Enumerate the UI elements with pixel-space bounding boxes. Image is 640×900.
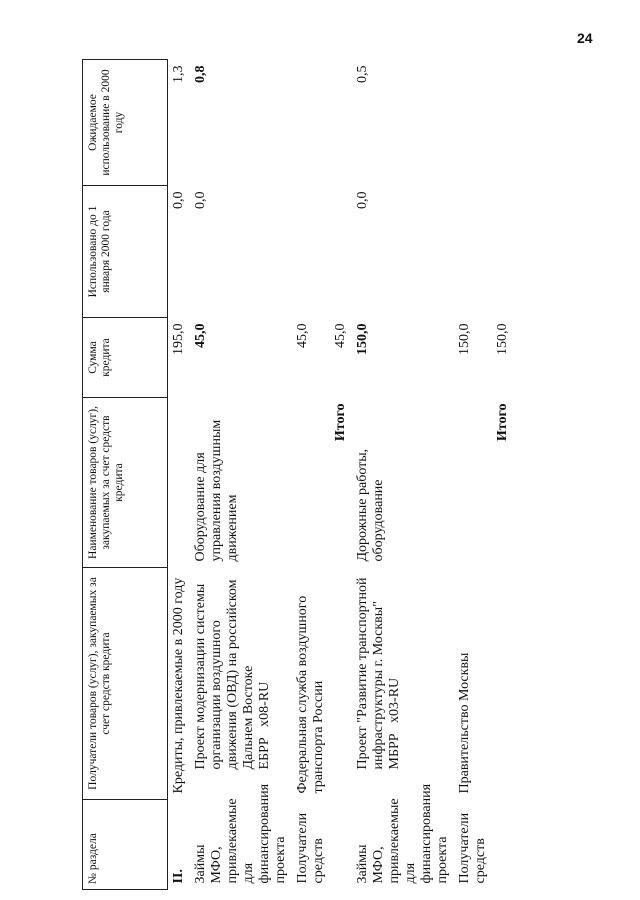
rotated-table-container — [82, 60, 602, 890]
section-used: 0,0 — [171, 191, 186, 209]
recipients-label: Получатели средств — [457, 812, 488, 884]
section-amount: 195,0 — [171, 323, 186, 355]
recipient-name: Правительство Москвы — [457, 652, 472, 794]
project-loan: МБРР x03-RU — [387, 677, 402, 770]
project-goods: Оборудование для управления воздушным движением — [193, 419, 240, 562]
project-label: Займы МФО, привлекаемые для финансирования проекта — [193, 783, 288, 884]
header-goods: Наименование товаров (услуг), закупаемых за счет средств кредита — [83, 398, 168, 568]
project-name: Проект модернизации системы организации воздушного движения (ОВД) на российском Дальнем Востоке — [193, 579, 256, 770]
project-goods: Дорожные работы, оборудование — [355, 448, 386, 562]
project-used: 0,0 — [355, 191, 370, 209]
total-amount: 150,0 — [495, 323, 510, 355]
header-expected-2000: Ожидаемое использование в 2000 году — [83, 60, 168, 186]
total-label: Итого — [333, 403, 348, 442]
project-amount: 45,0 — [193, 323, 208, 348]
total-row — [492, 60, 514, 890]
section-number: II. — [171, 869, 186, 884]
section-title: Кредиты, привлекаемые в 2000 году — [171, 577, 186, 794]
section-row — [168, 60, 191, 890]
total-amount: 45,0 — [333, 323, 348, 348]
recipient-name: Федеральная служба воздушного транспорта России — [295, 595, 326, 794]
header-recipients: Получатели товаров (услуг), закупаемых за счет средств кредита — [83, 568, 168, 800]
project-used: 0,0 — [193, 191, 208, 209]
project-name: Проект "Развитие транспортной инфраструктуры г. Москвы" — [355, 577, 386, 770]
project-name-cell — [190, 568, 292, 800]
table-header-row — [83, 60, 168, 890]
project-expected: 0,8 — [193, 65, 208, 83]
header-used-by-2000: Использовано до 1 января 2000 года — [83, 186, 168, 318]
project-name-cell — [352, 568, 454, 800]
project-amount: 150,0 — [355, 323, 370, 355]
header-section-no: № раздела — [83, 800, 168, 890]
project-row — [190, 60, 292, 890]
recipients-label: Получатели средств — [295, 812, 326, 884]
project-row — [352, 60, 454, 890]
recipient-amount: 45,0 — [295, 323, 310, 348]
recipient-amount: 150,0 — [457, 323, 472, 355]
section-expected: 1,3 — [171, 65, 186, 83]
total-row — [330, 60, 352, 890]
page-number: 24 — [577, 30, 593, 46]
project-loan: ЕБРР x08-RU — [257, 681, 272, 770]
total-label: Итого — [495, 403, 510, 442]
header-loan-amount: Сумма кредита — [83, 318, 168, 398]
recipient-row — [292, 60, 330, 890]
credits-table — [82, 59, 514, 890]
project-label: Займы МФО, привлекаемые для финансирования проекта — [355, 783, 450, 884]
project-expected: 0,5 — [355, 65, 370, 83]
recipient-row — [454, 60, 492, 890]
